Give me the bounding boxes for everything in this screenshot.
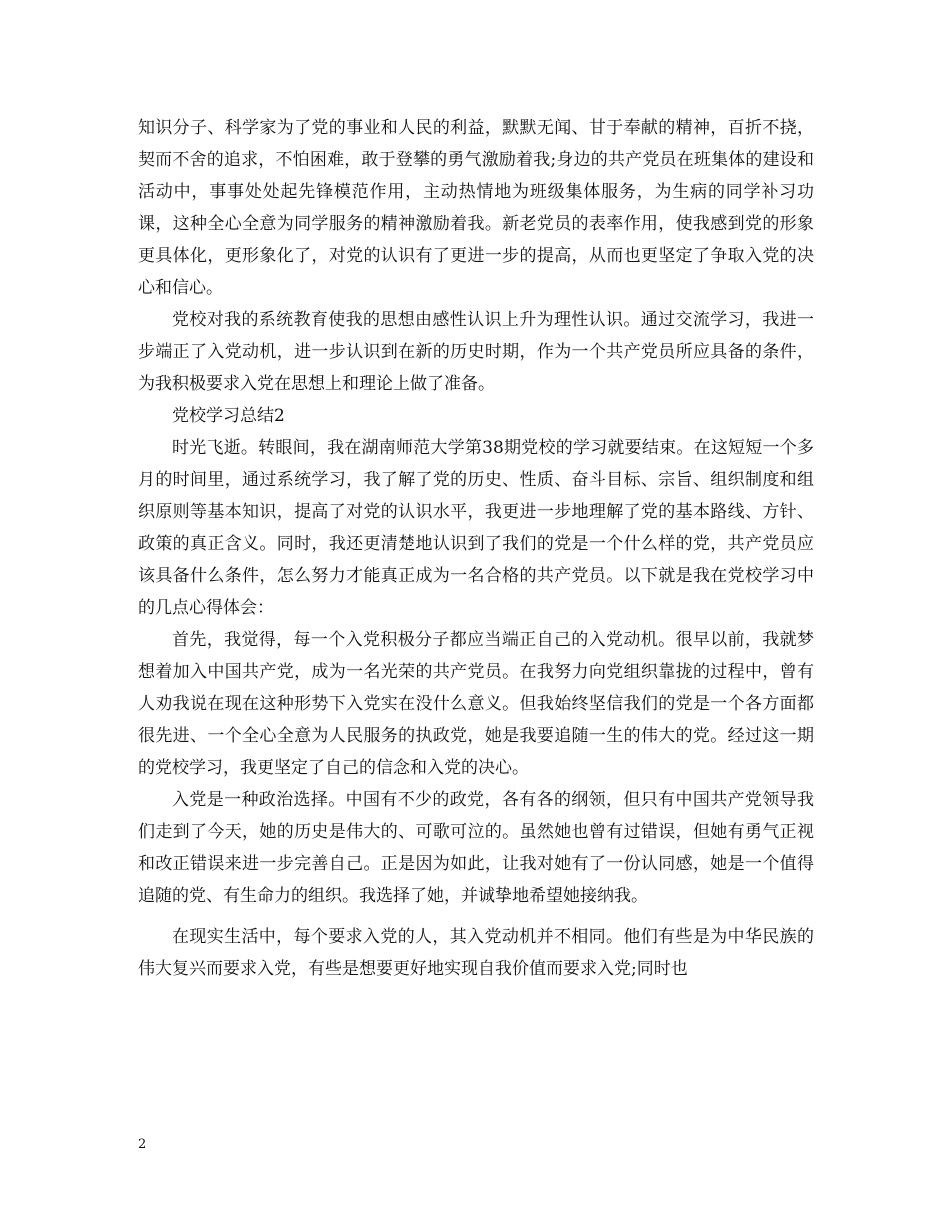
page-number: 2 (138, 1137, 147, 1152)
section-heading: 党校学习总结2 (172, 406, 285, 426)
paragraph-political-choice: 入党是一种政治选择。中国有不少的政党，各有各的纲领，但只有中国共产党领导我们走到了今天，她的历史是伟大的、可歌可泣的。虽然她也曾有过错误，但她有勇气正视和改正错误来进一步完善自己。正是因为如此，让我对她有了一份认同感，她是一个值得追随的党、有生命力的组织。我选择了她，并诚挚地希望她接纳我。 (138, 790, 814, 906)
paragraph-first-motivation: 首先，我觉得，每一个入党积极分子都应当端正自己的入党动机。很早以前，我就梦想着加入中国共产党，成为一名光荣的共产党员。在我努力向党组织靠拢的过程中，曾有人劝我说在现在这种形势下入党实在没什么意义。但我始终坚信我们的党是一个各方面都很先进、一个全心全意为人民服务的执政党，她是我要追随一生的伟大的党。经过这一期的党校学习，我更坚定了自己的信念和入党的决心。 (138, 630, 814, 778)
paragraph-real-life: 在现实生活中，每个要求入党的人，其入党动机并不相同。他们有些是为中华民族的伟大复兴而要求入党，有些是想要更好地实现自我价值而要求入党;同时也 (138, 927, 814, 979)
paragraph-party-school-education: 党校对我的系统教育使我的思想由感性认识上升为理性认识。通过交流学习，我进一步端正了入党动机，进一步认识到在新的历史时期，作为一个共产党员所应具备的条件，为我积极要求入党在思想上和理论上做了准备。 (138, 310, 814, 394)
paragraph-time-flies: 时光飞逝。转眼间，我在湖南师范大学第38期党校的学习就要结束。在这短短一个多月的时间里，通过系统学习，我了解了党的历史、性质、奋斗目标、宗旨、组织制度和组织原则等基本知识，提高了对党的认识水平，我更进一步地理解了党的基本路线、方针、政策的真正含义。同时，我还更清楚地认识到了我们的党是一个什么样的党，共产党员应该具备什么条件，怎么努力才能真正成为一名合格的共产党员。以下就是我在党校学习中的几点心得体会： (138, 438, 814, 618)
document-body (138, 112, 814, 985)
paragraph-continued: 知识分子、科学家为了党的事业和人民的利益，默默无闻、甘于奉献的精神，百折不挠，契而不舍的追求，不怕困难，敢于登攀的勇气激励着我;身边的共产党员在班集体的建设和活动中，事事处处起先锋模范作用，主动热情地为班级集体服务，为生病的同学补习功课，这种全心全意为同学服务的精神激励着我。新老党员的表率作用，使我感到党的形象更具体化，更形象化了，对党的认识有了更进一步的提高，从而也更坚定了争取入党的决心和信心。 (138, 118, 814, 298)
